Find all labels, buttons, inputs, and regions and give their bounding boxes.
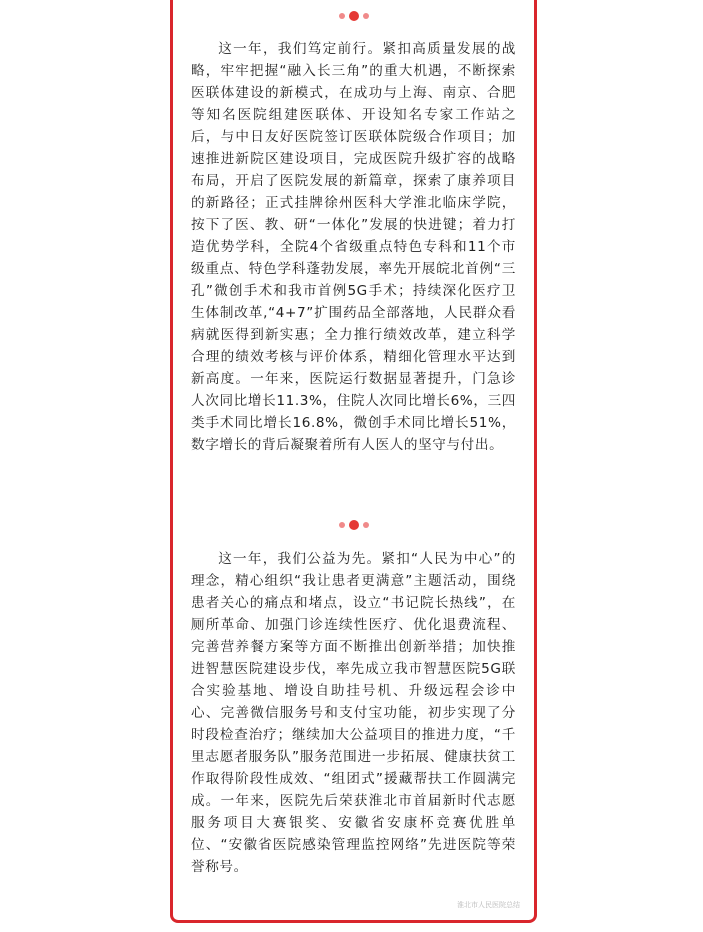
divider-dot-small bbox=[363, 522, 369, 528]
article-frame bbox=[170, 0, 537, 923]
section-divider-dots bbox=[173, 9, 534, 23]
divider-dot-small bbox=[339, 13, 345, 19]
divider-dot-small bbox=[363, 13, 369, 19]
divider-dot-large bbox=[349, 520, 359, 530]
divider-dot-small bbox=[339, 522, 345, 528]
paragraph-public-welfare: 这一年，我们公益为先。紧扣“人民为中心”的理念，精心组织“我让患者更满意”主题活动，围绕患者关心的痛点和堵点，设立“书记院长热线”，在厕所革命、加强门诊连续性医疗、优化退费流程、完善营养餐方案等方面不断推出创新举措；加快推进智慧医院建设步伐，率先成立我市智慧医院5G联合实验基地、增设自助挂号机、升级远程会诊中心、完善微信服务号和支付宝功能，初步实现了分时段检查治疗；继续加大公益项目的推进力度，“千里志愿者服务队”服务范围进一步拓展、健康扶贫工作取得阶段性成效、“组团式”援藏帮扶工作圆满完成。一年来，医院先后荣获淮北市首届新时代志愿服务项目大赛银奖、安徽省安康杯竞赛优胜单位、“安徽省医院感染管理监控网络”先进医院等荣誉称号。 bbox=[191, 551, 516, 875]
divider-dot-large bbox=[349, 11, 359, 21]
paragraph-development: 这一年，我们笃定前行。紧扣高质量发展的战略，牢牢把握“融入长三角”的重大机遇，不断探索医联体建设的新模式，在成功与上海、南京、合肥等知名医院组建医联体、开设知名专家工作站之后，与中日友好医院签订医联体院级合作项目；加速推进新院区建设项目，完成医院升级扩容的战略布局，开启了医院发展的新篇章，探索了康养项目的新路径；正式挂牌徐州医科大学淮北临床学院，按下了医、教、研“一体化”发展的快进键；着力打造优势学科，全院4个省级重点特色专科和11个市级重点、特色学科蓬勃发展，率先开展皖北首例“三孔”微创手术和我市首例5G手术；持续深化医疗卫生体制改革,“4+7”扩围药品全部落地，人民群众看病就医得到新实惠；全力推行绩效改革，建立科学合理的绩效考核与评价体系，精细化管理水平达到新高度。一年来，医院运行数据显著提升，门急诊人次同比增长11.3%，住院人次同比增长6%，三四类手术同比增长16.8%，微创手术同比增长51%，数字增长的背后凝聚着所有人医人的坚守与付出。 bbox=[191, 41, 516, 453]
section-divider-dots bbox=[173, 518, 534, 532]
watermark: 淮北市人民医院总结 bbox=[457, 901, 520, 909]
